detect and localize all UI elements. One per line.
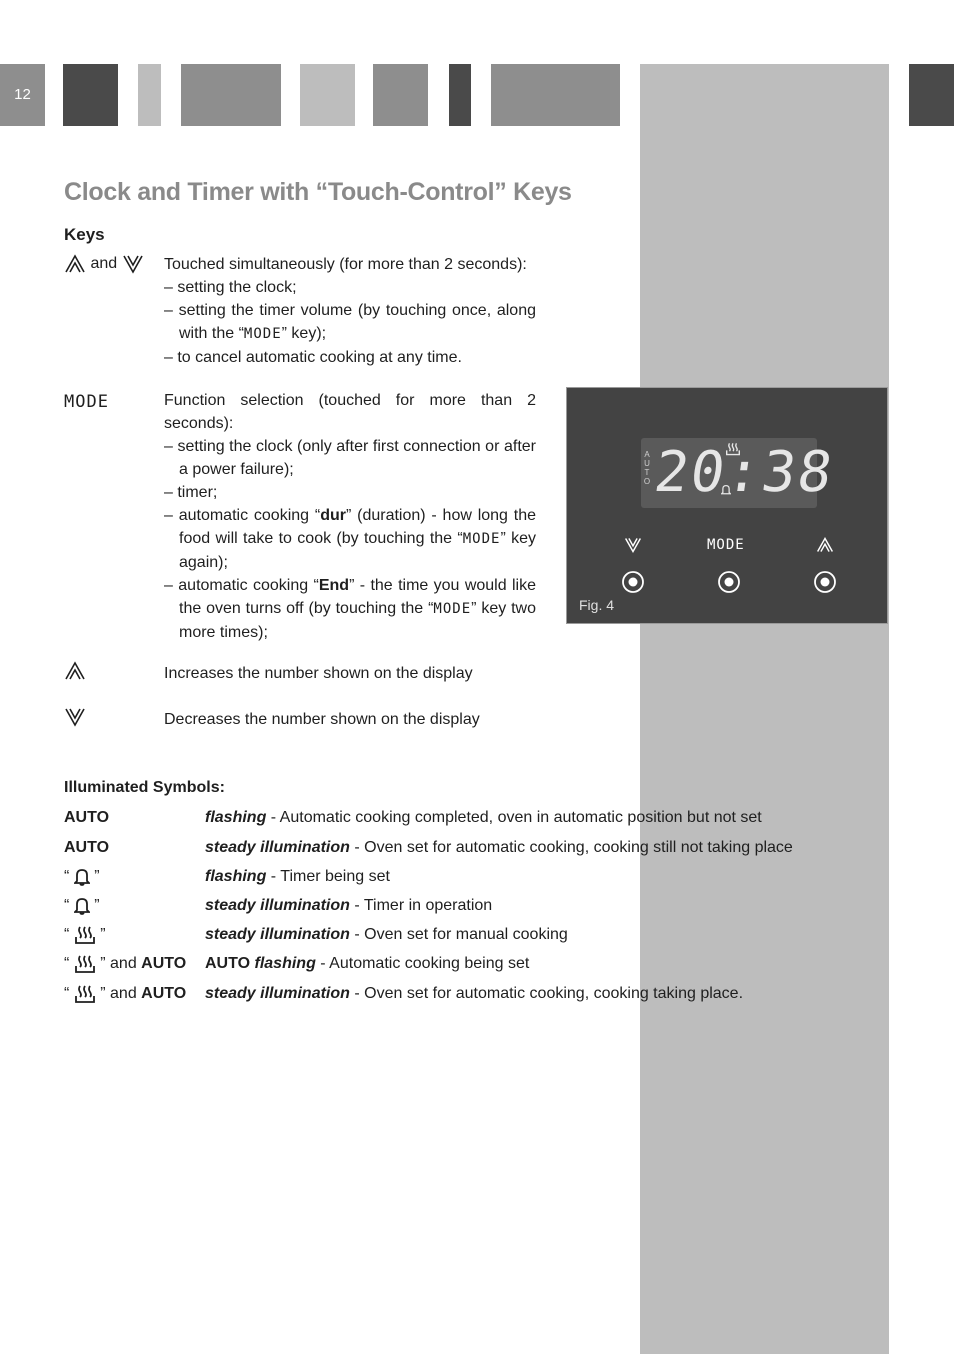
mode-glyph: MODE: [243, 326, 282, 342]
figure-caption: Fig. 4: [579, 597, 615, 613]
key-down-description: Decreases the number shown on the display: [164, 711, 480, 728]
mode-glyph: MODE: [433, 601, 472, 617]
lcd-display: [641, 438, 839, 508]
down-arrow-icon: [122, 253, 144, 275]
keys-heading: Keys: [64, 225, 105, 244]
cooking-pot-icon: [74, 954, 96, 974]
down-arrow-icon: [623, 536, 643, 554]
cooking-pot-icon: [74, 925, 96, 945]
cooking-pot-icon: [725, 442, 741, 456]
cooking-pot-icon: [74, 984, 96, 1004]
page-number: 12: [0, 64, 45, 126]
bell-icon: [721, 484, 731, 496]
header-block: [491, 64, 620, 126]
down-touch-key[interactable]: [621, 570, 645, 594]
down-arrow-icon: [64, 706, 86, 728]
control-panel-figure: [566, 387, 888, 624]
header-block: [181, 64, 281, 126]
mode-glyph: MODE: [462, 531, 501, 547]
header-block: [63, 64, 118, 126]
key-updown-description: Touched simultaneously (for more than 2 seconds): – setting the clock; – setting the timer volume (by touching once, along with the “MODE” key); – to cancel automatic cooking at any time.: [164, 256, 536, 366]
illuminated-heading: Illuminated Symbols:: [64, 779, 225, 796]
up-arrow-icon: [815, 536, 835, 554]
bell-icon: [74, 897, 90, 915]
header-block: [300, 64, 355, 126]
bell-icon: [74, 868, 90, 886]
up-arrow-icon: [64, 253, 86, 275]
time-readout: 20:38: [650, 440, 839, 505]
sidebar-band: [640, 64, 889, 1354]
mode-key-label: MODE: [707, 537, 745, 553]
header-block: [449, 64, 471, 126]
mode-touch-key[interactable]: [717, 570, 741, 594]
key-up-description: Increases the number shown on the display: [164, 665, 473, 682]
mode-key-label: MODE: [64, 392, 109, 412]
key-mode-description: Function selection (touched for more than 2 seconds): – setting the clock (only after first connection or after a power failure); – timer; – automatic cooking “dur” (duration) - how long the food will take to cook (by touching the “MODE” key again); – automatic cooking “End” - the time you would like the oven turns off (by touching the “MODE” key two more times);: [164, 392, 537, 641]
page-title: Clock and Timer with “Touch-Control” Keys: [64, 178, 572, 206]
key-updown-label: and: [64, 252, 144, 275]
header-block: [373, 64, 428, 126]
up-touch-key[interactable]: [813, 570, 837, 594]
auto-indicator: A U T O: [643, 450, 651, 486]
up-arrow-icon: [64, 660, 86, 682]
header-block: [138, 64, 161, 126]
header-block: [909, 64, 954, 126]
